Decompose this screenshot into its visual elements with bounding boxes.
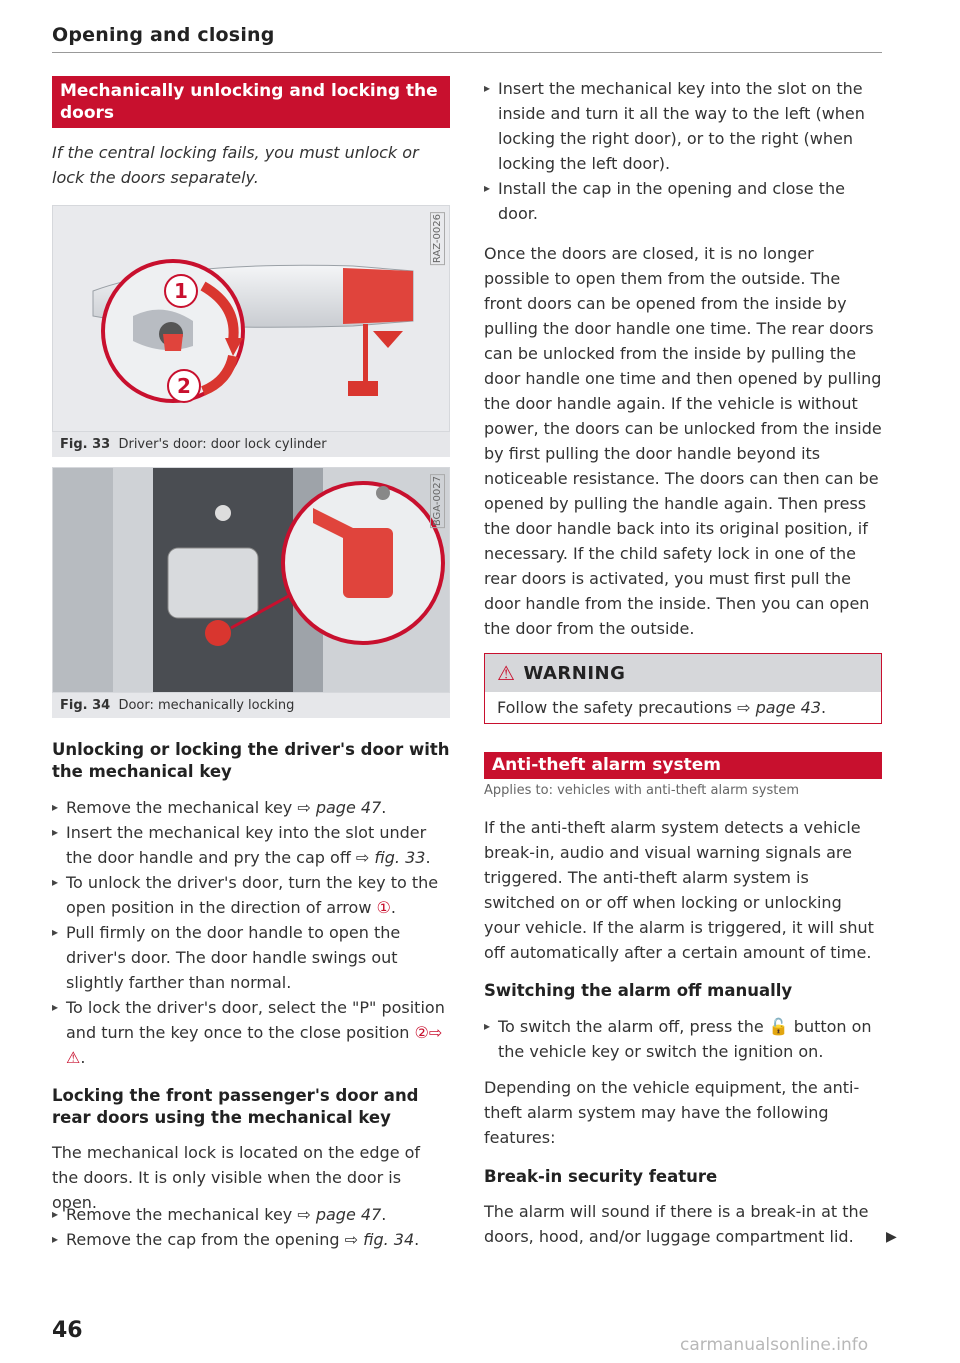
arrow-1-marker: ①	[376, 898, 391, 917]
continue-arrow-icon: ▶	[886, 1229, 897, 1245]
list-item	[52, 920, 450, 995]
list-item	[52, 1227, 450, 1252]
step-end: .	[80, 1048, 86, 1067]
figure-caption-text: Door: mechanically locking	[118, 698, 295, 713]
step-end: .	[381, 1205, 387, 1224]
arrow-marker-2: 2	[177, 374, 191, 398]
warning-box	[484, 653, 882, 724]
list-item	[484, 1014, 882, 1064]
warning-text: Follow the safety precautions	[497, 698, 738, 717]
figure-34-caption	[52, 693, 450, 718]
page-number: 46	[52, 1318, 83, 1343]
list-item	[52, 1202, 450, 1227]
door-lock-cylinder-illustration	[53, 206, 449, 431]
section-title-anti-theft: Anti-theft alarm system	[484, 752, 882, 779]
step-text: To switch the alarm off, press the 🔓 button on the vehicle key or switch the ignition on.	[498, 1017, 872, 1061]
anti-theft-paragraph: If the anti-theft alarm system detects a vehicle break-in, audio and visual warning signals are triggered. The anti-theft alarm system is switched on or off when locking or unlocking your vehicle. If the alarm is triggered, it will shut off automatically after a certain amount of time.	[484, 818, 874, 962]
driver-door-heading: Unlocking or locking the driver's door with the mechanical key	[52, 740, 450, 781]
step-text: Install the cap in the opening and close the door.	[498, 179, 845, 223]
section-intro: If the central locking fails, you must unlock or lock the doors separately.	[52, 143, 419, 187]
section-title-mechanical: Mechanically unlocking and locking the doors	[52, 76, 450, 128]
list-item	[52, 820, 450, 870]
watermark: carmanualsonline.info	[680, 1335, 869, 1355]
figure-33-caption	[52, 432, 450, 457]
page-reference-link[interactable]: ⇨ page 47	[297, 798, 382, 817]
passenger-door-heading: Locking the front passenger's door and rear doors using the mechanical key	[52, 1086, 419, 1127]
alarm-off-steps	[484, 1014, 882, 1064]
warning-reference-link[interactable]: ②⇨ ⚠	[66, 1023, 443, 1067]
step-text: Pull firmly on the door handle to open the driver's door. The door handle swings out slightly farther than normal.	[66, 923, 401, 992]
door-mechanical-lock-illustration	[53, 468, 449, 692]
figure-caption-text: Driver's door: door lock cylinder	[118, 437, 327, 452]
step-text: Remove the cap from the opening	[66, 1230, 345, 1249]
page-reference-link[interactable]: ⇨ page 43	[737, 698, 822, 717]
door-opening-paragraph: Once the doors are closed, it is no longer possible to open them from the outside. The front doors can be opened from the inside by pulling the door handle one time. The rear doors can be unlocked from the inside by pulling the door handle one time and then opened by pulling the door handle again. If the vehicle is without power, the doors can be unlocked from the inside by first pulling the door handle beyond its noticeable resistance. The doors can then can be opened by pulling the handle again. Then press the door handle back into its original position, if necessary. If the child safety lock in one of the rear doors is activated, you must first pull the door handle from the inside. Then you can open the door from the outside.	[484, 244, 882, 638]
step-text: Remove the mechanical key	[66, 798, 298, 817]
passenger-door-steps	[52, 1202, 450, 1252]
page-reference-link[interactable]: ⇨ page 47	[297, 1205, 382, 1224]
list-item	[52, 795, 450, 820]
break-in-paragraph: The alarm will sound if there is a break-in at the doors, hood, and/or luggage compartment lid.	[484, 1202, 869, 1246]
header-rule	[52, 52, 882, 53]
step-text: Remove the mechanical key	[66, 1205, 298, 1224]
alarm-off-heading: Switching the alarm off manually	[484, 981, 793, 1000]
applies-to-note: Applies to: vehicles with anti-theft alarm system	[484, 783, 799, 798]
figure-code: RAZ-0026	[432, 214, 443, 264]
page-header-title: Opening and closing	[52, 24, 275, 46]
list-item	[484, 176, 882, 226]
passenger-door-paragraph: The mechanical lock is located on the edge of the doors. It is only visible when the door is open.	[52, 1143, 421, 1212]
step-end: .	[425, 848, 431, 867]
right-column-steps	[484, 76, 882, 226]
list-item	[52, 995, 450, 1070]
list-item	[484, 76, 882, 176]
step-text: To unlock the driver's door, turn the key to the open position in the direction of arrow	[66, 873, 439, 917]
figure-label: Fig. 33	[60, 437, 111, 452]
step-end: .	[381, 798, 387, 817]
step-text: Insert the mechanical key into the slot on the inside and turn it all the way to the left (when locking the right door), or to the right (when locking the left door).	[498, 79, 865, 173]
warning-header	[485, 654, 881, 692]
figure-label: Fig. 34	[60, 698, 111, 713]
driver-door-steps	[52, 795, 450, 1070]
warning-body	[485, 692, 881, 723]
warning-triangle-icon: ⚠	[497, 661, 516, 685]
figure-reference-link[interactable]: ⇨ fig. 34	[344, 1230, 415, 1249]
step-end: .	[414, 1230, 420, 1249]
figure-code: BGA-0027	[432, 476, 443, 527]
list-item	[52, 870, 450, 920]
figure-34	[52, 467, 450, 693]
step-text: Insert the mechanical key into the slot under the door handle and pry the cap off	[66, 823, 427, 867]
warning-end: .	[821, 698, 827, 717]
step-text: To lock the driver's door, select the "P" position and turn the key once to the close position	[66, 998, 445, 1042]
warning-title: WARNING	[523, 662, 626, 684]
step-end: .	[390, 898, 396, 917]
arrow-marker-1: 1	[174, 279, 188, 303]
features-paragraph: Depending on the vehicle equipment, the anti-theft alarm system may have the following features:	[484, 1078, 860, 1147]
figure-33	[52, 205, 450, 432]
break-in-heading: Break-in security feature	[484, 1167, 718, 1186]
figure-reference-link[interactable]: ⇨ fig. 33	[355, 848, 426, 867]
